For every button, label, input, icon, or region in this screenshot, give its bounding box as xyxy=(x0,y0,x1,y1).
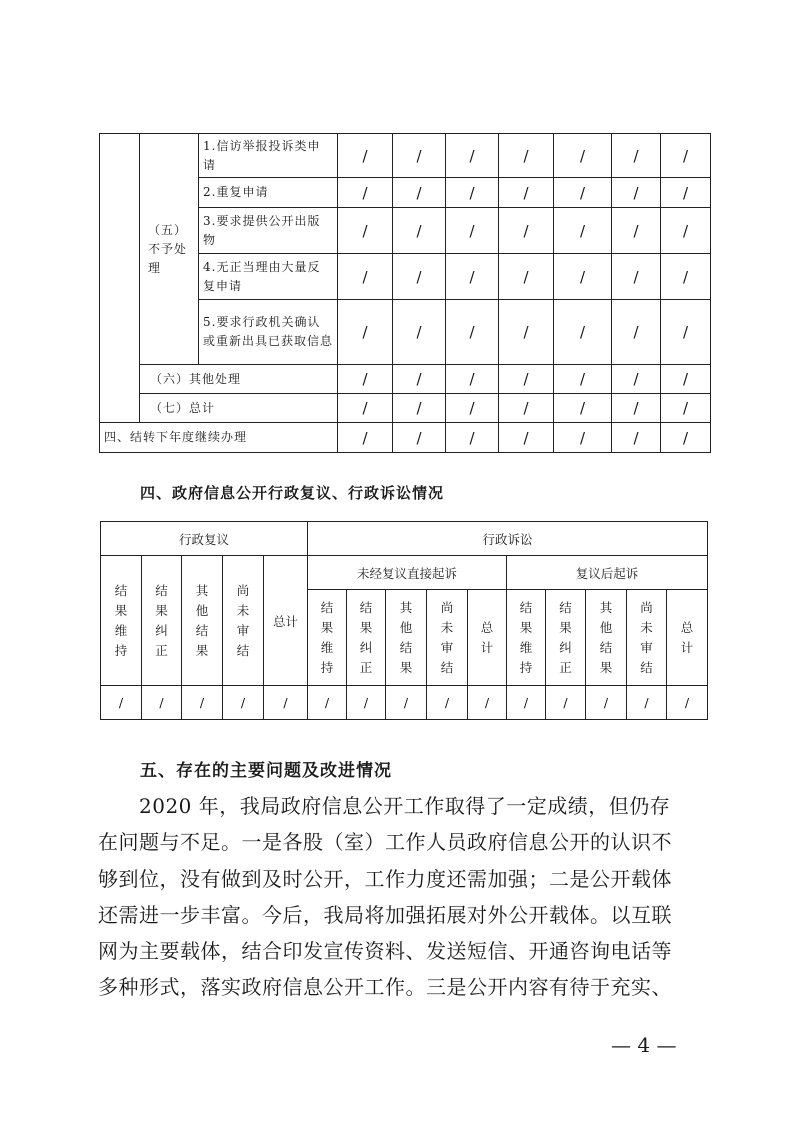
value-cell: / xyxy=(499,178,554,208)
value-cell: / xyxy=(499,254,554,300)
admin-litigation-header: 行政诉讼 xyxy=(308,522,708,556)
value-cell: / xyxy=(661,365,711,394)
paragraph-line: 还需进一步丰富。今后，我局将加强拓展对外公开载体。以互联 xyxy=(98,902,672,927)
value-cell: / xyxy=(612,423,661,453)
admin-review-header: 行政复议 xyxy=(101,522,308,556)
row-label: （七）总计 xyxy=(140,394,338,423)
value-cell: / xyxy=(554,208,612,254)
value-cell: / xyxy=(338,178,393,208)
value-cell: / xyxy=(507,686,546,720)
value-cell: / xyxy=(338,300,393,365)
paragraph-line: 在问题与不足。一是各股（室）工作人员政府信息公开的认识不 xyxy=(98,830,672,855)
row-label: （六）其他处理 xyxy=(140,365,338,394)
litigation-col-header: 其 他 结 果 xyxy=(586,590,627,686)
review-col-header: 结 果 维 持 xyxy=(101,556,142,686)
table-header-row xyxy=(101,522,708,556)
row-label: 1.信访举报投诉类申请 xyxy=(199,134,338,178)
row-label: 四、结转下年度继续办理 xyxy=(100,423,338,453)
value-cell: / xyxy=(499,365,554,394)
value-cell: / xyxy=(393,365,446,394)
value-cell: / xyxy=(338,134,393,178)
value-cell: / xyxy=(554,254,612,300)
paragraph-line: 多种形式，落实政府信息公开工作。三是公开内容有待于充实、 xyxy=(98,975,672,1000)
value-cell: / xyxy=(338,394,393,423)
table-row xyxy=(100,394,711,423)
row-label: 5.要求行政机关确认或重新出具已获取信息 xyxy=(199,300,338,365)
value-cell: / xyxy=(393,300,446,365)
litigation-col-header: 结 果 维 持 xyxy=(507,590,546,686)
value-cell: / xyxy=(182,686,223,720)
row-label: 4.无正当理由大量反复申请 xyxy=(199,254,338,300)
value-cell: / xyxy=(499,394,554,423)
value-cell: / xyxy=(393,208,446,254)
row-label: 3.要求提供公开出版物 xyxy=(199,208,338,254)
value-cell: / xyxy=(446,254,499,300)
paragraph-line: 2020 年，我局政府信息公开工作取得了一定成绩，但仍存 xyxy=(98,794,671,818)
value-cell: / xyxy=(499,423,554,453)
after-review-suit-header: 复议后起诉 xyxy=(507,556,708,590)
value-cell: / xyxy=(612,300,661,365)
litigation-col-header: 结 果 纠 正 xyxy=(347,590,386,686)
value-cell: / xyxy=(612,254,661,300)
table-header-row xyxy=(101,556,708,590)
value-cell: / xyxy=(586,686,627,720)
direct-suit-header: 未经复议直接起诉 xyxy=(308,556,507,590)
value-cell: / xyxy=(393,254,446,300)
value-cell: / xyxy=(347,686,386,720)
value-cell: / xyxy=(554,134,612,178)
value-cell: / xyxy=(223,686,264,720)
value-cell: / xyxy=(338,423,393,453)
value-cell: / xyxy=(427,686,468,720)
value-cell: / xyxy=(554,394,612,423)
value-cell: / xyxy=(446,365,499,394)
value-cell: / xyxy=(446,134,499,178)
value-cell: / xyxy=(554,178,612,208)
value-cell: / xyxy=(446,208,499,254)
value-cell: / xyxy=(612,208,661,254)
paragraph-line: 够到位，没有做到及时公开，工作力度还需加强；二是公开载体 xyxy=(98,866,672,891)
value-cell: / xyxy=(667,686,708,720)
value-cell: / xyxy=(338,208,393,254)
value-cell: / xyxy=(393,423,446,453)
value-cell: / xyxy=(101,686,142,720)
review-total-header: 总计 xyxy=(264,556,308,686)
litigation-col-header: 结 果 维 持 xyxy=(308,590,347,686)
value-cell: / xyxy=(661,394,711,423)
value-cell: / xyxy=(446,394,499,423)
value-cell: / xyxy=(554,300,612,365)
paragraph-line: 网为主要载体，结合印发宣传资料、发送短信、开通咨询电话等 xyxy=(98,939,672,964)
section4-title: 四、政府信息公开行政复议、行政诉讼情况 xyxy=(140,484,445,502)
value-cell: / xyxy=(499,300,554,365)
value-cell: / xyxy=(612,178,661,208)
row-label: 2.重复申请 xyxy=(199,178,338,208)
litigation-col-header: 尚 未 审 结 xyxy=(627,590,667,686)
table-row xyxy=(100,423,711,453)
value-cell: / xyxy=(264,686,308,720)
value-cell: / xyxy=(386,686,427,720)
litigation-total-header: 总 计 xyxy=(667,590,708,686)
litigation-total-header: 总 计 xyxy=(468,590,507,686)
value-cell: / xyxy=(661,208,711,254)
value-cell: / xyxy=(338,365,393,394)
value-cell: / xyxy=(612,134,661,178)
section5-title: 五、存在的主要问题及改进情况 xyxy=(140,761,392,781)
value-cell: / xyxy=(554,365,612,394)
value-cell: / xyxy=(446,178,499,208)
table-row xyxy=(101,686,708,720)
value-cell: / xyxy=(661,423,711,453)
value-cell: / xyxy=(468,686,507,720)
value-cell: / xyxy=(308,686,347,720)
outer-blank-cell xyxy=(100,134,140,423)
value-cell: / xyxy=(612,394,661,423)
disposal-table xyxy=(99,133,711,453)
table-row xyxy=(100,134,711,178)
value-cell: / xyxy=(661,254,711,300)
litigation-col-header: 结 果 纠 正 xyxy=(546,590,586,686)
group5-label: （五）不予处理 xyxy=(140,134,199,365)
litigation-col-header: 其 他 结 果 xyxy=(386,590,427,686)
review-col-header: 结 果 纠 正 xyxy=(142,556,182,686)
litigation-col-header: 尚 未 审 结 xyxy=(427,590,468,686)
value-cell: / xyxy=(393,178,446,208)
value-cell: / xyxy=(554,423,612,453)
value-cell: / xyxy=(446,423,499,453)
value-cell: / xyxy=(546,686,586,720)
value-cell: / xyxy=(627,686,667,720)
table-row xyxy=(100,365,711,394)
value-cell: / xyxy=(142,686,182,720)
value-cell: / xyxy=(499,208,554,254)
issues-paragraph xyxy=(98,788,710,1006)
review-col-header: 其 他 结 果 xyxy=(182,556,223,686)
value-cell: / xyxy=(661,300,711,365)
review-litigation-table xyxy=(100,521,708,720)
review-col-header: 尚 未 审 结 xyxy=(223,556,264,686)
value-cell: / xyxy=(661,134,711,178)
value-cell: / xyxy=(661,178,711,208)
value-cell: / xyxy=(446,300,499,365)
value-cell: / xyxy=(393,394,446,423)
value-cell: / xyxy=(612,365,661,394)
value-cell: / xyxy=(499,134,554,178)
value-cell: / xyxy=(338,254,393,300)
value-cell: / xyxy=(393,134,446,178)
page-number: — 4 — xyxy=(611,1033,677,1057)
